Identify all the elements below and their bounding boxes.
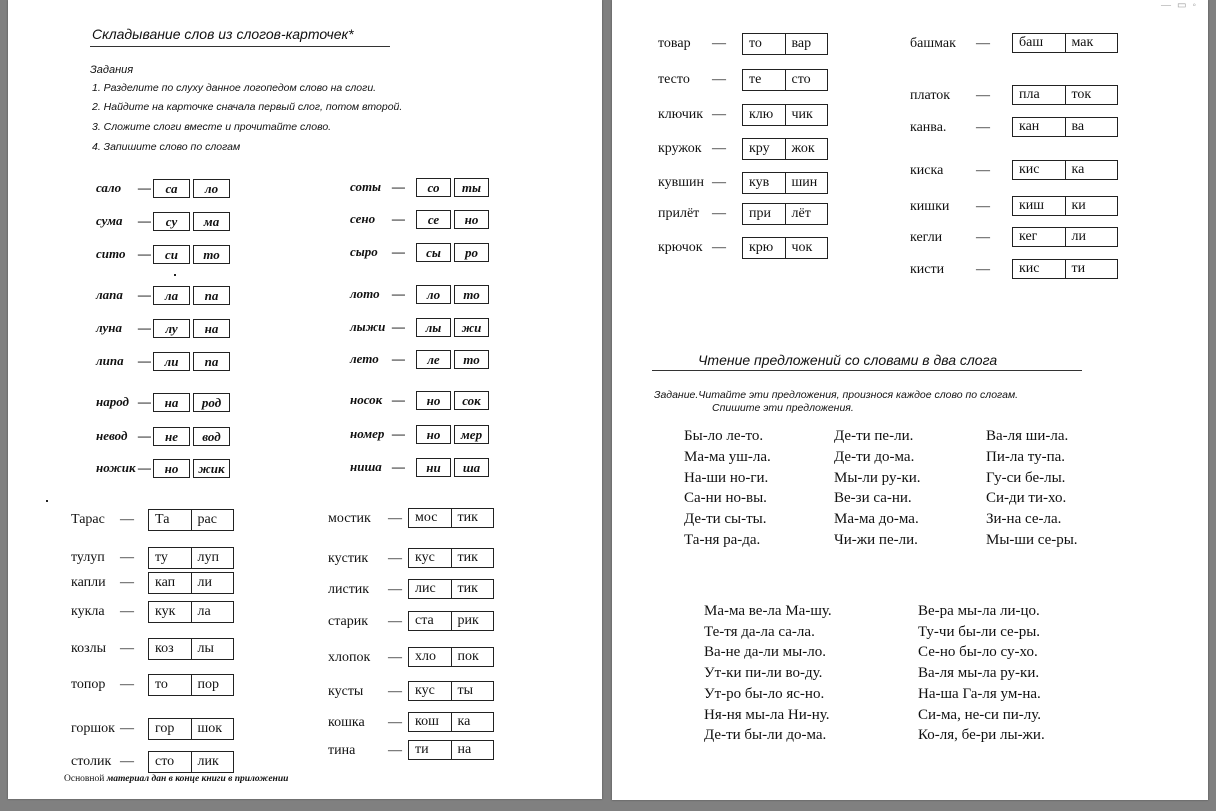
word-label: носок (350, 392, 383, 407)
reading-title: Чтение предложений со словами в два слога (698, 352, 998, 368)
footer-word: Основной (64, 774, 105, 784)
word-label: луна (96, 320, 122, 335)
sentence: Та-ня ра-да. (684, 532, 761, 548)
syllable: но (416, 391, 451, 410)
syllable-card (1012, 85, 1118, 105)
syllable-card (416, 285, 489, 304)
syllable: рас (191, 510, 234, 530)
dash: — (712, 206, 726, 221)
dash: — (138, 213, 151, 228)
sentence: Де-ти пе-ли. (834, 428, 914, 444)
syllable: луп (191, 548, 234, 568)
word-label: кисти (910, 262, 945, 277)
syllable: то (155, 677, 168, 692)
syllable: клю (749, 107, 774, 122)
icon-b: ▭ (1177, 0, 1193, 11)
dash: — (388, 582, 402, 597)
sentence: Са-ни но-вы. (684, 490, 767, 507)
syllable-card (1012, 33, 1118, 53)
dash: — (392, 179, 405, 194)
syllable-card (742, 203, 828, 225)
sentence: Си-ма, не-си пи-лу. (918, 706, 1041, 723)
word-label: кустик (328, 551, 369, 566)
word-label: киска (910, 163, 944, 178)
word-label: соты (350, 179, 382, 194)
syllable: на (153, 393, 190, 412)
dash: — (392, 319, 405, 334)
syllable: ка (1065, 161, 1118, 179)
syllable: но (416, 425, 451, 444)
syllable: жи (454, 318, 489, 337)
dash: — (120, 550, 134, 565)
syllable: ка (451, 713, 494, 731)
dash: — (976, 163, 990, 178)
title-underline (90, 46, 390, 47)
syllable-card (416, 318, 489, 337)
word-label: тина (328, 743, 356, 758)
syllable: те (749, 72, 762, 87)
syllable: ва (1065, 118, 1118, 136)
syllable-card (416, 350, 489, 369)
syllable: кис (1019, 162, 1040, 177)
dash: — (120, 754, 134, 769)
dash: — (712, 175, 726, 190)
syllable: род (193, 393, 230, 412)
syllable-card (408, 548, 494, 568)
syllable-card (153, 286, 230, 305)
sentence: Ва-ля ши-ла. (986, 428, 1069, 444)
syllable: лу (153, 319, 190, 338)
right-page (612, 0, 1208, 800)
task-item: 3. Сложите слоги вместе и прочитайте слово. (92, 121, 332, 133)
syllable-card (1012, 117, 1118, 137)
word-label: башмак (910, 36, 956, 51)
word-label: номер (350, 426, 385, 441)
syllable-card (148, 674, 234, 696)
dash: — (120, 512, 134, 527)
syllable: ты (451, 682, 494, 700)
syllable: лы (191, 639, 234, 659)
sentence: Ту-чи бы-ли се-ры. (918, 623, 1041, 640)
syllable: ро (454, 243, 489, 262)
dash: — (120, 575, 134, 590)
sentence: Си-ди ти-хо. (986, 490, 1067, 507)
syllable: лис (415, 581, 436, 596)
syllable-card (148, 751, 234, 773)
word-label: столик (71, 754, 112, 769)
dash: — (392, 211, 405, 226)
toolbar-icons (1161, 0, 1202, 11)
syllable-card (153, 352, 230, 371)
sentence: Те-тя да-ла са-ла. (704, 623, 815, 640)
dash: — (138, 428, 151, 443)
dash: — (976, 199, 990, 214)
dash: — (138, 353, 151, 368)
syllable: ни (416, 458, 451, 477)
syllable: ша (454, 458, 489, 477)
syllable: ло (416, 285, 451, 304)
syllable: ту (155, 550, 168, 565)
syllable: ста (415, 613, 434, 628)
syllable: сок (454, 391, 489, 410)
syllable: пок (451, 648, 494, 666)
syllable-card (148, 718, 234, 740)
word-label: кишки (910, 199, 950, 214)
syllable: шин (785, 173, 828, 193)
sentence: Ве-ра мы-ла ли-цо. (918, 603, 1040, 619)
syllable: на (193, 319, 230, 338)
syllable: шок (191, 719, 234, 739)
syllable-card (416, 458, 489, 477)
dash: — (976, 120, 990, 135)
task-item: 4. Запишите слово по слогам (92, 141, 241, 153)
dash: — (712, 36, 726, 51)
syllable: коз (155, 641, 174, 656)
dash: — (138, 320, 151, 335)
syllable-card (408, 681, 494, 701)
word-label: лото (350, 286, 380, 301)
dash: — (138, 460, 151, 475)
dash: — (392, 244, 405, 259)
word-label: крючок (658, 240, 703, 255)
sentence: Мы-ши се-ры. (986, 532, 1078, 548)
word-label: ключик (658, 107, 704, 122)
syllable-card (742, 104, 828, 126)
sentence: Се-но бы-ло су-хо. (918, 644, 1038, 661)
syllable: са (153, 179, 190, 198)
syllable: тик (451, 580, 494, 598)
word-label: козлы (71, 641, 107, 656)
syllable-card (408, 611, 494, 631)
syllable-card (1012, 196, 1118, 216)
syllable-card (153, 319, 230, 338)
page-title: Складывание слов из слогов-карточек* (92, 26, 354, 42)
tasks-heading: Задания (90, 64, 134, 76)
syllable: кус (415, 550, 435, 565)
dash: — (392, 351, 405, 366)
syllable: сто (155, 754, 175, 769)
word-label: топор (71, 677, 106, 692)
syllable: ки (1065, 197, 1118, 215)
sentence: Ко-ля, бе-ри лы-жи. (918, 727, 1045, 744)
syllable: со (416, 178, 451, 197)
sentence: Ня-ня мы-ла Ни-ну. (704, 706, 830, 723)
word-label: лапа (96, 287, 123, 302)
syllable-card (408, 740, 494, 760)
syllable-card (1012, 160, 1118, 180)
sentence: На-ша Га-ля ум-на. (918, 685, 1041, 702)
syllable: ла (153, 286, 190, 305)
syllable: хло (415, 649, 436, 664)
dash: — (388, 715, 402, 730)
syllable: ла (191, 602, 234, 622)
syllable: киш (1019, 198, 1045, 213)
syllable-card (742, 172, 828, 194)
syllable-card (153, 459, 230, 478)
syllable-card (153, 245, 230, 264)
dash: — (120, 721, 134, 736)
sentence: Зи-на се-ла. (986, 511, 1062, 528)
dash: — (392, 286, 405, 301)
word-label: лето (350, 351, 379, 366)
sentence: Ва-не да-ли мы-ло. (704, 644, 826, 661)
sentence: Мы-ли ру-ки. (834, 469, 921, 486)
sentence: Гу-си бе-лы. (986, 469, 1066, 486)
dash: — (388, 614, 402, 629)
footer-note (64, 774, 288, 784)
dash: — (388, 551, 402, 566)
dash: — (388, 650, 402, 665)
syllable: лы (416, 318, 451, 337)
syllable-card (408, 712, 494, 732)
word-label: сено (350, 211, 376, 226)
syllable-card (153, 179, 230, 198)
icon-a: — (1161, 0, 1177, 11)
sentence: Де-ти до-ма. (834, 448, 915, 465)
syllable: но (454, 210, 489, 229)
syllable-card (742, 138, 828, 160)
sentence: Де-ти бы-ли до-ма. (704, 727, 827, 744)
syllable: кис (1019, 261, 1040, 276)
dash: — (138, 180, 151, 195)
syllable: кап (155, 575, 176, 590)
syllable-card (153, 427, 230, 446)
left-page (8, 0, 602, 799)
word-label: невод (96, 428, 128, 443)
syllable: чик (785, 105, 828, 125)
syllable: сы (416, 243, 451, 262)
speck (174, 274, 176, 276)
word-label: капли (71, 575, 106, 590)
word-label: сума (96, 213, 123, 228)
syllable-card (742, 69, 828, 91)
word-label: товар (658, 36, 691, 51)
word-label: народ (96, 394, 129, 409)
syllable: мак (1065, 34, 1118, 52)
syllable-card (416, 391, 489, 410)
syllable: не (153, 427, 190, 446)
word-label: лыжи (350, 319, 386, 334)
syllable-card (416, 243, 489, 262)
syllable: си (153, 245, 190, 264)
syllable-card (408, 579, 494, 599)
dash: — (976, 230, 990, 245)
sentence: Ма-ма до-ма. (834, 511, 919, 528)
word-label: сало (96, 180, 122, 195)
word-label: прилёт (658, 206, 700, 221)
syllable: но (153, 459, 190, 478)
syllable-card (408, 647, 494, 667)
dash: — (138, 287, 151, 302)
dash: — (712, 72, 726, 87)
syllable-card (416, 425, 489, 444)
syllable: сто (785, 70, 828, 90)
dash: — (712, 107, 726, 122)
dash: — (976, 262, 990, 277)
dash: — (120, 677, 134, 692)
sentence: Ва-ля мы-ла ру-ки. (918, 665, 1040, 682)
dash: — (388, 684, 402, 699)
syllable: ле (416, 350, 451, 369)
syllable: при (749, 206, 771, 221)
syllable-card (148, 509, 234, 531)
syllable: лик (191, 752, 234, 772)
syllable: то (749, 36, 762, 51)
sentence: Ма-ма ве-ла Ма-шу. (704, 603, 832, 619)
dash: — (388, 743, 402, 758)
syllable: ти (1065, 260, 1118, 278)
sentence: На-ши но-ги. (684, 469, 769, 486)
dash: — (388, 511, 402, 526)
dash: — (392, 392, 405, 407)
task-item: 1. Разделите по слуху данное логопедом слово на слоги. (92, 82, 377, 94)
syllable: на (451, 741, 494, 759)
word-label: сито (96, 246, 126, 261)
syllable: Та (155, 512, 170, 527)
word-label: кувшин (658, 175, 704, 190)
syllable: чок (785, 238, 828, 258)
syllable: ти (415, 742, 429, 757)
syllable: ло (193, 179, 230, 198)
syllable: су (153, 212, 190, 231)
word-label: сыро (350, 244, 378, 259)
word-label: кукла (71, 604, 105, 619)
syllable: кук (155, 604, 176, 619)
syllable: баш (1019, 35, 1044, 50)
syllable: кег (1019, 229, 1038, 244)
syllable: кан (1019, 119, 1040, 134)
word-label: хлопок (328, 650, 371, 665)
dash: — (120, 604, 134, 619)
syllable: кув (749, 175, 770, 190)
syllable-card (416, 178, 489, 197)
syllable: ма (193, 212, 230, 231)
syllable-card (416, 210, 489, 229)
sentence: Ве-зи са-ни. (834, 490, 912, 507)
syllable: пор (191, 675, 234, 695)
syllable: ты (454, 178, 489, 197)
sentence: Чи-жи пе-ли. (834, 532, 918, 548)
word-label: старик (328, 614, 369, 629)
sentence: Пи-ла ту-па. (986, 448, 1066, 465)
word-label: листик (328, 582, 370, 597)
syllable: вар (785, 34, 828, 54)
syllable-card (148, 572, 234, 594)
syllable: то (454, 285, 489, 304)
syllable: жок (785, 139, 828, 159)
syllable-card (148, 601, 234, 623)
syllable: кру (749, 141, 770, 156)
syllable: то (193, 245, 230, 264)
syllable-card (148, 638, 234, 660)
syllable: лёт (785, 204, 828, 224)
syllable-card (408, 508, 494, 528)
syllable: крю (749, 240, 774, 255)
syllable: мер (454, 425, 489, 444)
sentence: Ут-ро бы-ло яс-но. (704, 685, 825, 702)
sentence: Бы-ло ле-то. (684, 428, 764, 444)
syllable: се (416, 210, 451, 229)
word-label: кегли (910, 230, 943, 245)
speck (46, 500, 48, 502)
word-label: ниша (350, 459, 382, 474)
syllable: па (193, 286, 230, 305)
syllable: гор (155, 721, 175, 736)
syllable-card (153, 212, 230, 231)
syllable: па (193, 352, 230, 371)
syllable: то (454, 350, 489, 369)
sentence: Ут-ки пи-ли во-ду. (704, 665, 823, 682)
syllable-card (742, 237, 828, 259)
syllable-card (1012, 227, 1118, 247)
dash: — (392, 426, 405, 441)
word-label: кружок (658, 141, 702, 156)
word-label: кусты (328, 684, 364, 699)
dash: — (392, 459, 405, 474)
word-label: платок (910, 88, 951, 103)
syllable-card (148, 547, 234, 569)
syllable: ли (1065, 228, 1118, 246)
reading-task-2: Спишите эти предложения. (712, 402, 854, 414)
word-label: тулуп (71, 550, 105, 565)
syllable: тик (451, 509, 494, 527)
task-item: 2. Найдите на карточке сначала первый слог, потом второй. (92, 101, 403, 113)
sentence: Де-ти сы-ты. (684, 511, 767, 528)
dash: — (138, 246, 151, 261)
word-label: липа (96, 353, 124, 368)
dash: — (976, 88, 990, 103)
icon-c: ◦ (1192, 0, 1202, 11)
syllable: жик (193, 459, 230, 478)
syllable: рик (451, 612, 494, 630)
dash: — (712, 240, 726, 255)
syllable: кус (415, 683, 435, 698)
word-label: тесто (658, 72, 690, 87)
word-label: ножик (96, 460, 136, 475)
syllable: вод (193, 427, 230, 446)
syllable: кош (415, 714, 439, 729)
dash: — (712, 141, 726, 156)
word-label: канва. (910, 120, 947, 135)
dash: — (138, 394, 151, 409)
syllable-card (1012, 259, 1118, 279)
dash: — (120, 641, 134, 656)
syllable: пла (1019, 87, 1040, 102)
word-label: мостик (328, 511, 371, 526)
syllable: ли (153, 352, 190, 371)
syllable: ли (191, 573, 234, 593)
syllable: тик (451, 549, 494, 567)
sentence: Ма-ма уш-ла. (684, 448, 771, 465)
dash: — (976, 36, 990, 51)
word-label: кошка (328, 715, 365, 730)
footer-text: материал дан в конце книги в приложении (106, 774, 289, 784)
syllable: мос (415, 510, 438, 525)
syllable: ток (1065, 86, 1118, 104)
reading-title-underline (652, 370, 1082, 371)
reading-task: Задание.Читайте эти предложения, произнося каждое слово по слогам. (654, 389, 1019, 401)
syllable-card (742, 33, 828, 55)
syllable-card (153, 393, 230, 412)
word-label: Тарас (71, 512, 105, 527)
word-label: горшок (71, 721, 115, 736)
